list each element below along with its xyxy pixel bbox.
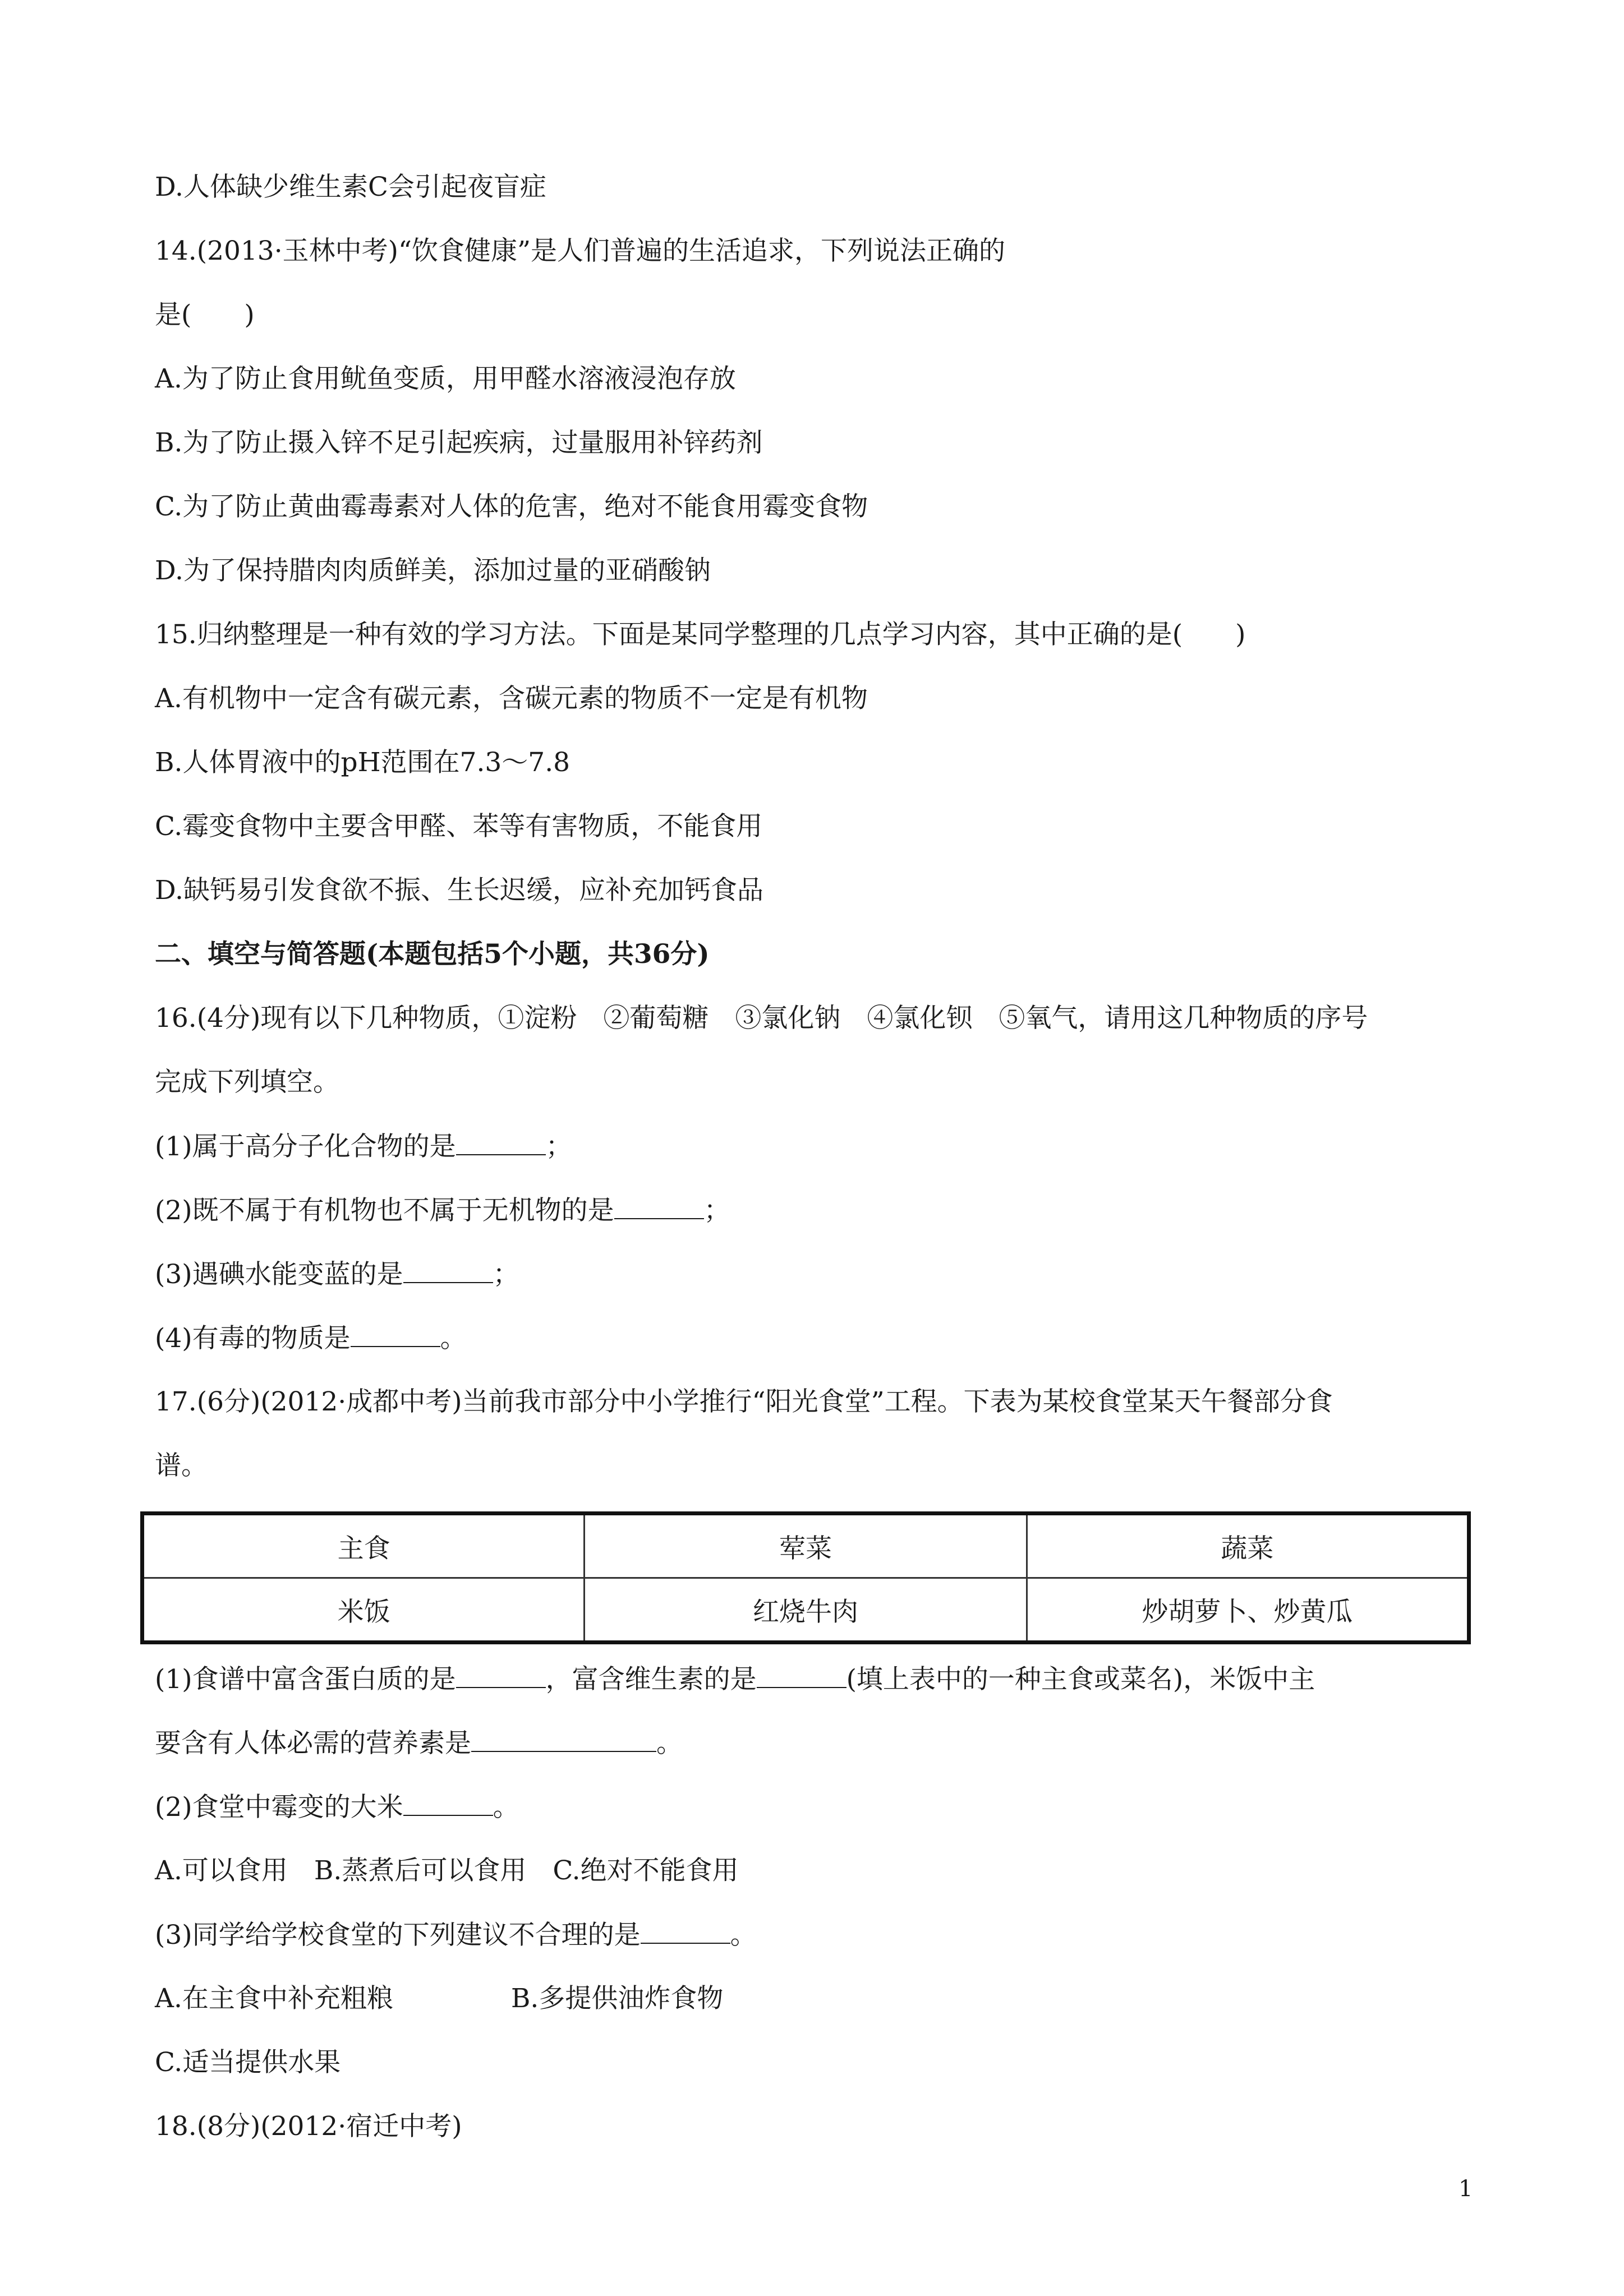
q17-part-2-options: A.可以食用 B.蒸煮后可以食用 C.绝对不能食用: [155, 1855, 739, 1886]
q16-stem: 16.(4分)现有以下几种物质，①淀粉 ②葡萄糖 ③氯化钠 ④氯化钡 ⑤氧气，请用这几种物质的序号: [155, 1003, 1368, 1034]
q16-part-2-end: ；: [703, 1195, 730, 1226]
table-row: [142, 1578, 1469, 1643]
q16-stem-cont: 完成下列填空。: [155, 1067, 339, 1098]
q14-option-b: B.为了防止摄入锌不足引起疾病，过量服用补锌药剂: [155, 427, 763, 458]
table-cell: 红烧牛肉: [585, 1578, 1027, 1643]
answer-blank[interactable]: [351, 1321, 440, 1347]
q16-part-3-end: ；: [493, 1259, 519, 1290]
q16-part-2: [155, 1193, 730, 1228]
answer-blank[interactable]: [471, 1726, 656, 1752]
menu-table: [140, 1511, 1471, 1644]
q17-part-1-text-b: ，富含维生素的是: [545, 1664, 757, 1695]
q16-part-4: [155, 1321, 467, 1356]
q14-stem-cont: 是( ): [155, 299, 255, 330]
q17-part-1-cont-text: 要含有人体必需的营养素是: [155, 1728, 471, 1759]
answer-blank[interactable]: [456, 1129, 546, 1155]
q17-part-2-text: (2)食堂中霉变的大米: [155, 1792, 403, 1823]
q15-option-a: A.有机物中一定含有碳元素，含碳元素的物质不一定是有机物: [155, 683, 868, 714]
q17-part-3: [155, 1918, 757, 1952]
q15-option-d: D.缺钙易引发食欲不振、生长迟缓，应补充加钙食品: [155, 875, 763, 906]
q17-part-2-end: 。: [493, 1792, 519, 1823]
page-number: 1: [1459, 2176, 1473, 2202]
table-cell: 米饭: [142, 1578, 585, 1643]
q17-stem: 17.(6分)(2012·成都中考)当前我市部分中小学推行“阳光食堂”工程。下表为某校食堂某天午餐部分食: [155, 1386, 1333, 1417]
q16-part-4-end: 。: [440, 1323, 467, 1354]
q14-option-c: C.为了防止黄曲霉毒素对人体的危害，绝对不能食用霉变食物: [155, 491, 868, 522]
q16-part-4-text: (4)有毒的物质是: [155, 1323, 351, 1354]
q15-stem: 15.归纳整理是一种有效的学习方法。下面是某同学整理的几点学习内容，其中正确的是( ): [155, 619, 1246, 650]
q16-part-1-end: ；: [545, 1131, 572, 1162]
q15-option-b: B.人体胃液中的pH范围在7.3～7.8: [155, 747, 571, 778]
q16-part-2-text: (2)既不属于有机物也不属于无机物的是: [155, 1195, 614, 1226]
q17-part-3-end: 。: [730, 1920, 757, 1951]
q16-part-3-text: (3)遇碘水能变蓝的是: [155, 1259, 403, 1290]
answer-blank[interactable]: [614, 1193, 704, 1219]
answer-blank[interactable]: [403, 1257, 493, 1283]
q17-part-1-cont: [155, 1726, 683, 1760]
q15-option-c: C.霉变食物中主要含甲醛、苯等有害物质，不能食用: [155, 811, 763, 842]
q17-part-3-option-c: C.适当提供水果: [155, 2047, 341, 2078]
q16-part-3: [155, 1257, 519, 1292]
q17-part-2: [155, 1790, 519, 1824]
q17-part-3-option-b: B.多提供油炸食物: [510, 1983, 724, 2014]
q17-stem-cont: 谱。: [155, 1450, 208, 1481]
table-header-cell: 荤菜: [585, 1514, 1027, 1578]
q16-part-1-text: (1)属于高分子化合物的是: [155, 1131, 456, 1162]
q14-stem: 14.(2013·玉林中考)“饮食健康”是人们普遍的生活追求，下列说法正确的: [155, 236, 1006, 266]
q17-part-1-text-c: (填上表中的一种主食或菜名)，米饭中主: [846, 1664, 1315, 1695]
table-cell: 炒胡萝卜、炒黄瓜: [1027, 1578, 1469, 1643]
q14-option-d: D.为了保持腊肉肉质鲜美，添加过量的亚硝酸钠: [155, 555, 711, 586]
table-header-cell: 主食: [142, 1514, 585, 1578]
table-header-cell: 蔬菜: [1027, 1514, 1469, 1578]
q17-part-3-option-a: A.在主食中补充粗粮: [155, 1983, 393, 2014]
answer-blank[interactable]: [641, 1918, 730, 1944]
q17-part-1-cont-end: 。: [656, 1728, 683, 1759]
section-heading: 二、填空与简答题(本题包括5个小题，共36分): [155, 939, 710, 970]
answer-blank[interactable]: [456, 1662, 546, 1688]
q16-part-1: [155, 1129, 572, 1164]
q18-stem: 18.(8分)(2012·宿迁中考): [155, 2111, 462, 2142]
q17-part-3-options-ab: [155, 1982, 723, 2016]
q13-option-d: D.人体缺少维生素C会引起夜盲症: [155, 172, 546, 202]
q17-part-3-text: (3)同学给学校食堂的下列建议不合理的是: [155, 1920, 641, 1951]
answer-blank[interactable]: [757, 1662, 846, 1688]
answer-blank[interactable]: [403, 1790, 493, 1816]
q17-part-1: [155, 1662, 1315, 1696]
q17-part-1-text-a: (1)食谱中富含蛋白质的是: [155, 1664, 456, 1695]
table-header-row: [142, 1514, 1469, 1578]
q14-option-a: A.为了防止食用鱿鱼变质，用甲醛水溶液浸泡存放: [155, 363, 736, 394]
